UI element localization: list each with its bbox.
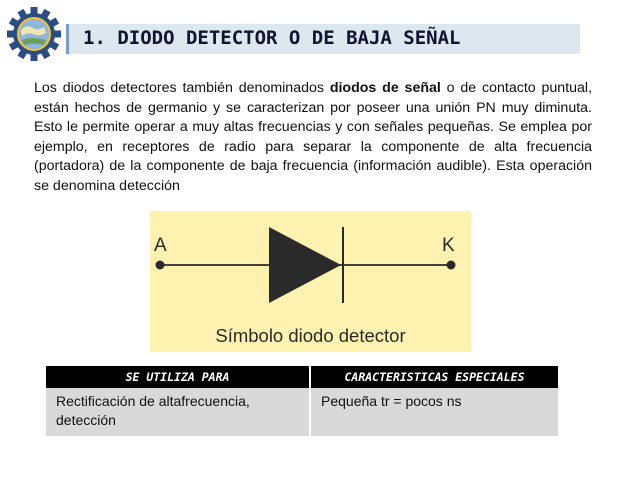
- cathode-label: K: [442, 235, 455, 256]
- cathode-terminal-dot: [447, 261, 456, 270]
- page-title: 1. DIODO DETECTOR O DE BAJA SEÑAL: [83, 27, 461, 49]
- gear-globe-logo-icon: [6, 6, 62, 62]
- anode-label: A: [154, 235, 167, 256]
- anode-terminal-dot: [156, 261, 165, 270]
- table-header-row: [46, 366, 558, 388]
- paragraph-text-1: Los diodos detectores también denominados: [34, 80, 330, 96]
- paragraph-text-2: o de contacto puntual, están hechos de germanio y se caracterizan por poseer una unión PN muy diminuta. Esto le permite operar a muy altas frecuencias y con señales pequeñas. Se emplea por ejemplo, en receptores de radio para separar la componente de alta frecuencia (portadora) de la componente de baja frecuencia (información audible). Esta operación se denomina detección: [34, 80, 593, 194]
- table-cell-usage: Rectificación de altafrecuencia, detección: [46, 388, 310, 436]
- title-bar: [66, 24, 580, 54]
- paragraph-bold-term: diodos de señal: [329, 80, 441, 96]
- column-header-usage: SE UTILIZA PARA: [46, 366, 310, 388]
- usage-table: [46, 366, 558, 436]
- diode-triangle: [269, 227, 341, 303]
- column-header-features: CARACTERISTICAS ESPECIALES: [310, 366, 558, 388]
- table-cell-features: Pequeña tr = pocos ns: [310, 388, 558, 436]
- diode-symbol-diagram: [150, 211, 471, 352]
- table-row: [46, 388, 558, 436]
- diagram-caption: Símbolo diodo detector: [215, 325, 406, 346]
- body-paragraph: [34, 79, 592, 197]
